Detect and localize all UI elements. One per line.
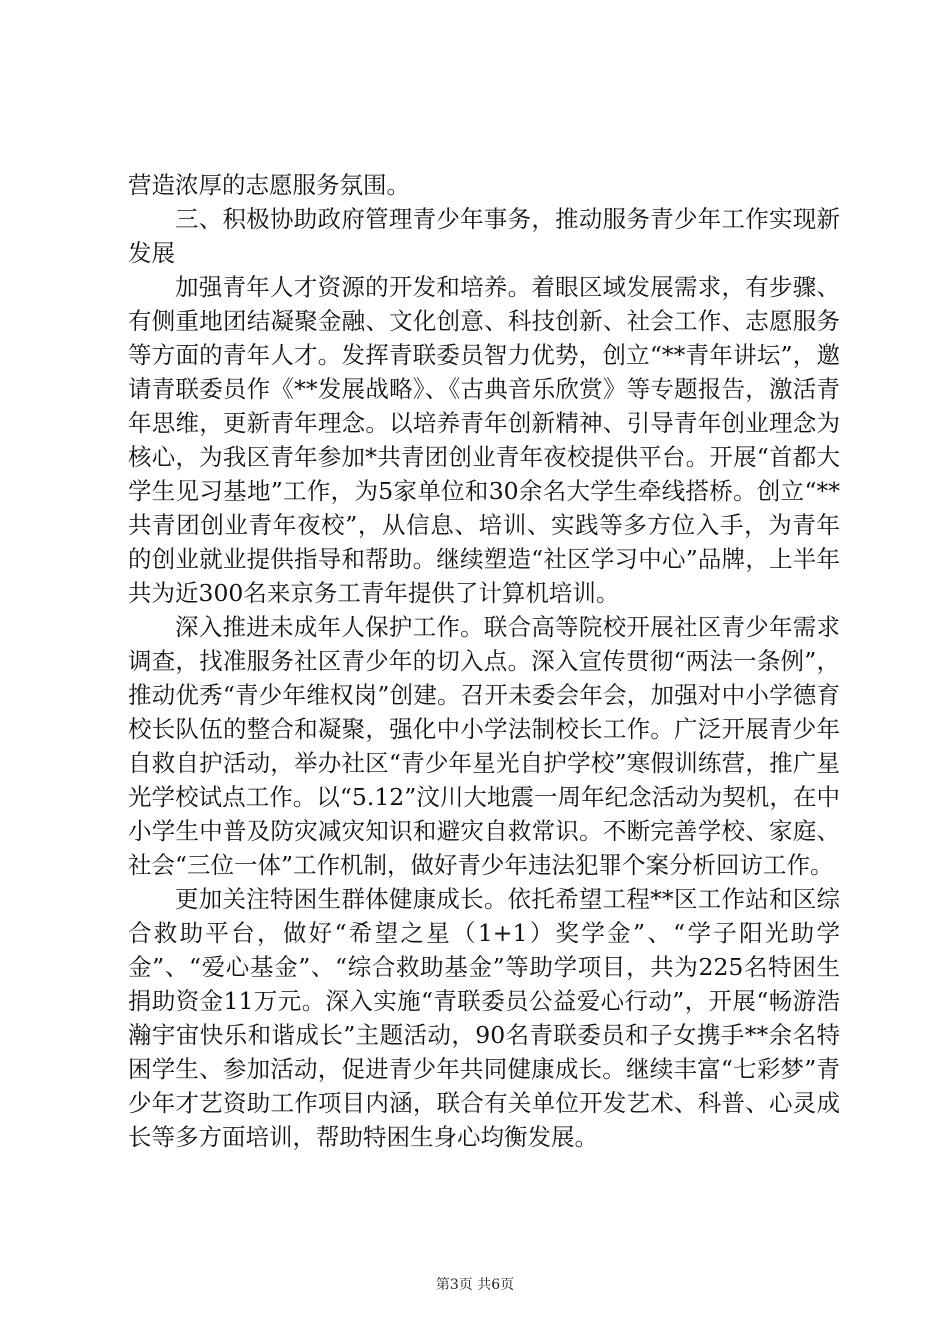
document-body [128, 168, 840, 1154]
paragraph-talent: 加强青年人才资源的开发和培养。着眼区域发展需求，有步骤、有侧重地团结凝聚金融、文化创意、科技创新、社会工作、志愿服务等方面的青年人才。发挥青联委员智力优势，创立“**青年讲坛”，邀请青联委员作《**发展战略》、《古典音乐欣赏》等专题报告，激活青年思维，更新青年理念。以培养青年创新精神、引导青年创业理念为核心，为我区青年参加*共青团创业青年夜校提供平台。开展“首都大学生见习基地”工作，为5家单位和30余名大学生牵线搭桥。创立“**共青团创业青年夜校”，从信息、培训、实践等多方位入手，为青年的创业就业提供指导和帮助。继续塑造“社区学习中心”品牌，上半年共为近300名来京务工青年提供了计算机培训。 [128, 273, 840, 607]
paragraph-minor-protection: 深入推进未成年人保护工作。联合高等院校开展社区青少年需求调查，找准服务社区青少年的切入点。深入宣传贯彻“两法一条例”，推动优秀“青少年维权岗”创建。召开未委会年会，加强对中小学德育校长队伍的整合和凝聚，强化中小学法制校长工作。广泛开展青少年自救自护活动，举办社区“青少年星光自护学校”寒假训练营，推广星光学校试点工作。以“5.12”汶川大地震一周年纪念活动为契机，在中小学生中普及防灾减灾知识和避灾自救常识。不断完善学校、家庭、社会“三位一体”工作机制，做好青少年违法犯罪个案分析回访工作。 [128, 613, 840, 879]
page-number-footer: 第3页 共6页 [435, 1277, 515, 1293]
paragraph-needy-students: 更加关注特困生群体健康成长。依托希望工程**区工作站和区综合救助平台，做好“希望之星（1+1）奖学金”、“学子阳光助学金”、“爱心基金”、“综合救助基金”等助学项目，共为225名特困生捐助资金11万元。深入实施“青联委员公益爱心行动”，开展“畅游浩瀚宇宙快乐和谐成长”主题活动，90名青联委员和子女携手**余名特困学生、参加活动，促进青少年共同健康成长。继续丰富“七彩梦”青少年才艺资助工作项目内涵，联合有关单位开发艺术、科普、心灵成长等多方面培训，帮助特困生身心均衡发展。 [128, 885, 840, 1151]
paragraph-intro-tail: 营造浓厚的志愿服务氛围。 [128, 171, 410, 199]
section-heading: 三、积极协助政府管理青少年事务，推动服务青少年工作实现新发展 [128, 205, 840, 267]
